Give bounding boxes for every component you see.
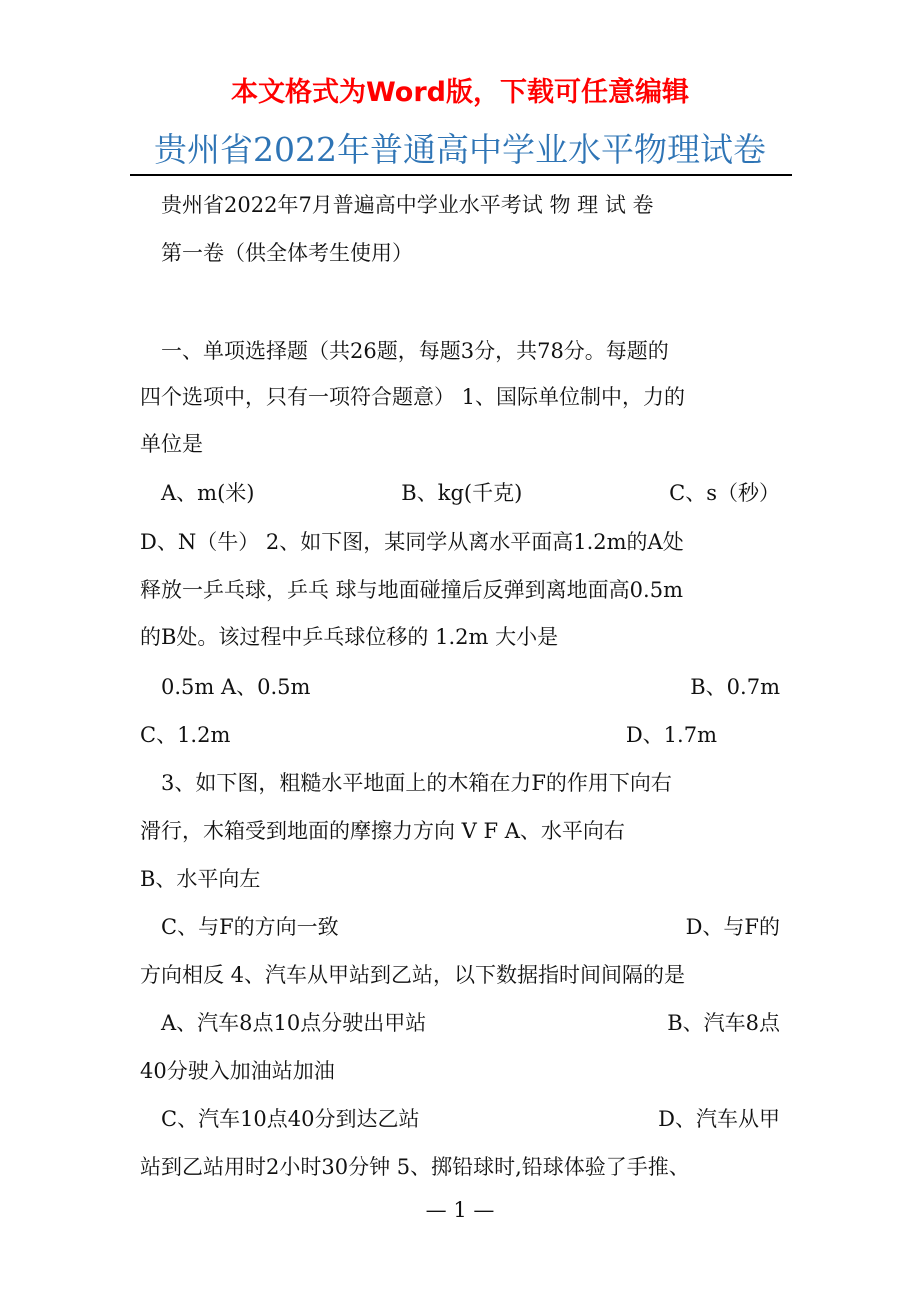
text-segment: 释放一乒乓球，乒乓 球与地面碰撞后反弹到离地面高0.5m <box>140 578 683 602</box>
text-line <box>140 1104 780 1134</box>
text-line <box>140 672 780 702</box>
text-line <box>140 960 780 990</box>
text-line <box>140 864 780 894</box>
text-segment: C、s（秒） <box>669 481 780 505</box>
document-title: 贵州省2022年普通高中学业水平物理试卷 <box>154 130 766 169</box>
text-segment: 0.5m A、0.5m <box>140 675 311 699</box>
text-segment: 的B处。该过程中乒乓球位移的 1.2m 大小是 <box>140 625 559 649</box>
text-segment: 站到乙站用时2小时30分钟 5、掷铅球时,铅球体验了手推、 <box>140 1155 690 1179</box>
text-segment: C、1.2m <box>140 723 231 747</box>
text-segment: B、汽车8点 <box>667 1011 780 1035</box>
text-segment: 贵州省2022年7月普遍高中学业水平考试 物 理 试 卷 <box>140 193 654 217</box>
page-number: — 1 — <box>425 1198 495 1222</box>
text-segment: C、与F的方向一致 <box>140 915 339 939</box>
text-line <box>140 816 780 846</box>
text-segment: 单位是 <box>140 432 203 456</box>
text-segment: C、汽车10点40分到达乙站 <box>140 1107 420 1131</box>
text-line <box>140 768 780 798</box>
text-segment: 一、单项选择题（共26题，每题3分，共78分。每题的 <box>140 339 669 363</box>
text-line <box>140 912 780 942</box>
text-line <box>140 1056 780 1086</box>
text-segment: 40分驶入加油站加油 <box>140 1059 335 1083</box>
text-line <box>140 575 780 605</box>
text-line <box>140 1152 780 1182</box>
text-segment: 滑行，木箱受到地面的摩擦力方向 V F A、水平向右 <box>140 819 625 843</box>
text-segment: B、水平向左 <box>140 867 261 891</box>
text-segment: B、0.7m <box>690 675 780 699</box>
text-segment: A、汽车8点10点分驶出甲站 <box>140 1011 427 1035</box>
text-line <box>140 382 780 412</box>
text-line <box>140 527 780 557</box>
text-segment: A、m(米) <box>140 481 255 505</box>
text-line <box>140 336 780 366</box>
text-segment: D、汽车从甲 <box>658 1107 780 1131</box>
text-segment: B、kg(千克) <box>401 481 523 505</box>
title-divider <box>130 174 792 176</box>
text-line <box>140 238 780 268</box>
text-segment: D、N（牛） 2、如下图，某同学从离水平面高1.2m的A处 <box>140 530 684 554</box>
text-line <box>140 622 780 652</box>
text-line <box>140 429 780 459</box>
text-line <box>140 478 780 508</box>
text-segment: D、与F的 <box>685 915 780 939</box>
text-segment: D、1.7m <box>625 723 780 747</box>
text-line <box>140 190 780 220</box>
text-segment: 方向相反 4、汽车从甲站到乙站，以下数据指时间间隔的是 <box>140 963 686 987</box>
text-segment: 第一卷（供全体考生使用） <box>140 241 413 265</box>
text-line <box>140 720 780 750</box>
text-segment: 四个选项中，只有一项符合题意） 1、国际单位制中，力的 <box>140 385 686 409</box>
word-format-banner: 本文格式为Word版，下载可任意编辑 <box>230 77 689 108</box>
text-line <box>140 1008 780 1038</box>
text-segment: 3、如下图，粗糙水平地面上的木箱在力F的作用下向右 <box>140 771 672 795</box>
